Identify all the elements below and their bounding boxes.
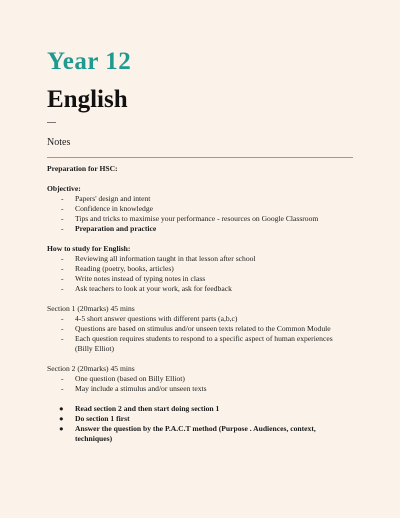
subject-heading: English xyxy=(47,86,128,113)
list-item: ● Read section 2 and then start doing section 1 xyxy=(59,404,220,413)
list-item: - Reviewing all information taught in that lesson after school xyxy=(61,254,256,263)
list-item: - Papers' design and intent xyxy=(61,194,151,203)
list-item: - One question (based on Billy Elliot) xyxy=(61,374,185,383)
list-item: - Reading (poetry, books, articles) xyxy=(61,264,174,273)
list-item: - Write notes instead of typing notes in class xyxy=(61,274,206,283)
section2-list xyxy=(47,374,353,394)
year-heading: Year 12 xyxy=(47,48,132,75)
objective-list xyxy=(47,194,353,234)
list-item: - 4-5 short answer questions with different parts (a,b,c) xyxy=(61,314,238,323)
short-divider xyxy=(47,122,56,123)
list-item: - Ask teachers to look at your work, ask for feedback xyxy=(61,284,232,293)
section-divider xyxy=(47,157,353,158)
list-item: ● Do section 1 first xyxy=(59,414,130,423)
howto-title: How to study for English: xyxy=(47,244,131,253)
howto-list xyxy=(47,254,353,294)
notes-label: Notes xyxy=(47,137,71,148)
list-item: - Confidence in knowledge xyxy=(61,204,154,213)
objective-title: Objective: xyxy=(47,184,81,193)
list-item: - Questions are based on stimulus and/or unseen texts related to the Common Module xyxy=(61,324,331,333)
section1-list xyxy=(47,314,353,354)
section2-title: Section 2 (20marks) 45 mins xyxy=(47,364,135,373)
section1-title: Section 1 (20marks) 45 mins xyxy=(47,304,135,313)
strategy-list xyxy=(47,404,353,444)
notes-content xyxy=(47,164,353,444)
list-item: - Preparation and practice xyxy=(61,224,157,233)
list-item: - May include a stimulus and/or unseen texts xyxy=(61,384,207,393)
prep-title: Preparation for HSC: xyxy=(47,164,118,173)
list-item: - Each question requires students to respond to a specific aspect of human experiences (Billy Elliot) xyxy=(61,334,333,353)
list-item: ● Answer the question by the P.A.C.T method (Purpose . Audiences, context, techniques) xyxy=(59,424,316,443)
list-item: - Tips and tricks to maximise your performance - resources on Google Classroom xyxy=(61,214,319,223)
